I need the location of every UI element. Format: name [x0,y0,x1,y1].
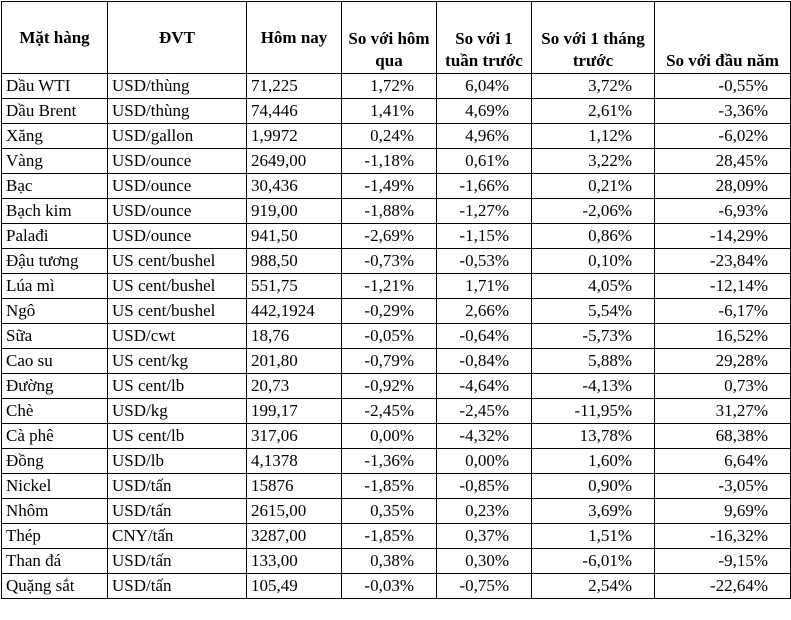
cell-name: Vàng [2,149,108,174]
cell-name: Chè [2,399,108,424]
cell-vs-month: -11,95% [532,399,655,424]
cell-unit: USD/ounce [108,224,247,249]
cell-vs-week: 2,66% [437,299,532,324]
cell-unit: USD/ounce [108,174,247,199]
table-row [2,499,791,524]
cell-name: Dầu Brent [2,99,108,124]
cell-vs-ytd: 16,52% [655,324,791,349]
cell-vs-month: 5,54% [532,299,655,324]
table-body [2,74,791,599]
cell-unit: USD/ounce [108,149,247,174]
cell-vs-yesterday: -0,73% [342,249,437,274]
cell-unit: US cent/lb [108,424,247,449]
cell-vs-week: -2,45% [437,399,532,424]
cell-vs-ytd: -9,15% [655,549,791,574]
cell-vs-ytd: -16,32% [655,524,791,549]
table-row [2,574,791,599]
cell-unit: USD/tấn [108,499,247,524]
cell-name: Xăng [2,124,108,149]
cell-name: Ngô [2,299,108,324]
cell-vs-week: -4,64% [437,374,532,399]
cell-name: Nickel [2,474,108,499]
cell-vs-yesterday: 1,72% [342,74,437,99]
cell-vs-week: -0,84% [437,349,532,374]
cell-unit: CNY/tấn [108,524,247,549]
cell-vs-month: 1,51% [532,524,655,549]
cell-name: Lúa mì [2,274,108,299]
cell-vs-week: 0,00% [437,449,532,474]
cell-vs-month: -5,73% [532,324,655,349]
header-today: Hôm nay [247,2,342,74]
cell-vs-yesterday: -1,85% [342,474,437,499]
cell-vs-yesterday: -0,92% [342,374,437,399]
table-row [2,449,791,474]
cell-vs-yesterday: -1,36% [342,449,437,474]
cell-vs-week: -1,15% [437,224,532,249]
cell-vs-ytd: 31,27% [655,399,791,424]
cell-vs-yesterday: -2,45% [342,399,437,424]
table-row [2,399,791,424]
cell-unit: US cent/lb [108,374,247,399]
cell-vs-month: 3,22% [532,149,655,174]
cell-vs-week: 6,04% [437,74,532,99]
cell-vs-week: 0,37% [437,524,532,549]
cell-vs-month: 4,05% [532,274,655,299]
cell-vs-yesterday: -1,18% [342,149,437,174]
table-row [2,249,791,274]
cell-unit: USD/gallon [108,124,247,149]
cell-vs-yesterday: 1,41% [342,99,437,124]
cell-today: 941,50 [247,224,342,249]
cell-vs-month: 1,60% [532,449,655,474]
header-vs-month: So với 1 tháng trước [532,2,655,74]
cell-name: Bạch kim [2,199,108,224]
cell-today: 74,446 [247,99,342,124]
cell-vs-yesterday: -0,79% [342,349,437,374]
cell-vs-week: 0,61% [437,149,532,174]
cell-vs-ytd: -3,05% [655,474,791,499]
cell-today: 201,80 [247,349,342,374]
cell-today: 551,75 [247,274,342,299]
cell-name: Than đá [2,549,108,574]
cell-name: Đồng [2,449,108,474]
cell-vs-month: 0,21% [532,174,655,199]
cell-vs-yesterday: -2,69% [342,224,437,249]
cell-today: 442,1924 [247,299,342,324]
cell-unit: USD/thùng [108,74,247,99]
header-vs-yesterday: So với hôm qua [342,2,437,74]
cell-today: 4,1378 [247,449,342,474]
cell-unit: USD/cwt [108,324,247,349]
table-row [2,124,791,149]
table-row [2,74,791,99]
cell-vs-week: -0,64% [437,324,532,349]
cell-vs-ytd: -23,84% [655,249,791,274]
cell-vs-ytd: -6,93% [655,199,791,224]
cell-name: Thép [2,524,108,549]
cell-name: Bạc [2,174,108,199]
cell-vs-ytd: -3,36% [655,99,791,124]
cell-today: 20,73 [247,374,342,399]
cell-vs-week: -1,27% [437,199,532,224]
cell-vs-yesterday: 0,00% [342,424,437,449]
table-row [2,324,791,349]
cell-vs-week: 0,23% [437,499,532,524]
cell-vs-week: 0,30% [437,549,532,574]
cell-unit: US cent/bushel [108,274,247,299]
cell-name: Quặng sắt [2,574,108,599]
cell-vs-month: 2,54% [532,574,655,599]
table-row [2,99,791,124]
cell-today: 133,00 [247,549,342,574]
header-unit: ĐVT [108,2,247,74]
cell-unit: US cent/kg [108,349,247,374]
cell-vs-month: 3,69% [532,499,655,524]
cell-vs-week: 1,71% [437,274,532,299]
cell-name: Nhôm [2,499,108,524]
cell-unit: US cent/bushel [108,299,247,324]
cell-vs-ytd: 28,09% [655,174,791,199]
cell-vs-ytd: 6,64% [655,449,791,474]
cell-today: 30,436 [247,174,342,199]
header-vs-week: So với 1 tuần trước [437,2,532,74]
cell-vs-week: -0,53% [437,249,532,274]
cell-vs-week: 4,69% [437,99,532,124]
cell-today: 317,06 [247,424,342,449]
cell-vs-ytd: -22,64% [655,574,791,599]
cell-unit: US cent/bushel [108,249,247,274]
cell-vs-week: 4,96% [437,124,532,149]
cell-vs-ytd: 68,38% [655,424,791,449]
commodity-price-table [1,1,791,599]
header-row [2,2,791,74]
cell-today: 15876 [247,474,342,499]
table-row [2,299,791,324]
cell-vs-yesterday: -0,05% [342,324,437,349]
cell-today: 199,17 [247,399,342,424]
table-row [2,474,791,499]
cell-unit: USD/thùng [108,99,247,124]
cell-today: 71,225 [247,74,342,99]
cell-vs-yesterday: -1,49% [342,174,437,199]
cell-vs-yesterday: -0,29% [342,299,437,324]
cell-vs-ytd: 29,28% [655,349,791,374]
cell-vs-ytd: 9,69% [655,499,791,524]
cell-unit: USD/lb [108,449,247,474]
cell-vs-week: -0,75% [437,574,532,599]
table-row [2,524,791,549]
cell-unit: USD/tấn [108,474,247,499]
cell-vs-month: -6,01% [532,549,655,574]
header-vs-ytd: So với đầu năm [655,2,791,74]
cell-vs-month: 0,10% [532,249,655,274]
cell-vs-yesterday: 0,38% [342,549,437,574]
cell-vs-ytd: -0,55% [655,74,791,99]
cell-today: 2649,00 [247,149,342,174]
cell-name: Đường [2,374,108,399]
cell-vs-yesterday: -0,03% [342,574,437,599]
cell-vs-month: 0,90% [532,474,655,499]
table-row [2,349,791,374]
cell-vs-week: -1,66% [437,174,532,199]
cell-vs-ytd: -12,14% [655,274,791,299]
cell-vs-month: 2,61% [532,99,655,124]
cell-vs-ytd: -14,29% [655,224,791,249]
cell-vs-month: 13,78% [532,424,655,449]
cell-today: 105,49 [247,574,342,599]
cell-today: 3287,00 [247,524,342,549]
cell-name: Dầu WTI [2,74,108,99]
table-row [2,199,791,224]
cell-vs-ytd: 0,73% [655,374,791,399]
cell-name: Sữa [2,324,108,349]
cell-vs-month: 5,88% [532,349,655,374]
table-row [2,374,791,399]
table-row [2,149,791,174]
cell-today: 18,76 [247,324,342,349]
cell-vs-yesterday: 0,24% [342,124,437,149]
table-row [2,274,791,299]
cell-today: 2615,00 [247,499,342,524]
cell-unit: USD/tấn [108,549,247,574]
cell-vs-month: 3,72% [532,74,655,99]
cell-vs-yesterday: -1,88% [342,199,437,224]
cell-name: Đậu tương [2,249,108,274]
cell-name: Palađi [2,224,108,249]
cell-today: 1,9972 [247,124,342,149]
table-row [2,549,791,574]
cell-vs-week: -4,32% [437,424,532,449]
cell-vs-month: 1,12% [532,124,655,149]
cell-today: 988,50 [247,249,342,274]
cell-vs-month: -2,06% [532,199,655,224]
cell-vs-ytd: -6,17% [655,299,791,324]
table-row [2,424,791,449]
cell-unit: USD/ounce [108,199,247,224]
table-row [2,224,791,249]
cell-name: Cà phê [2,424,108,449]
cell-vs-ytd: 28,45% [655,149,791,174]
cell-name: Cao su [2,349,108,374]
cell-vs-ytd: -6,02% [655,124,791,149]
table-row [2,174,791,199]
cell-unit: USD/kg [108,399,247,424]
cell-vs-week: -0,85% [437,474,532,499]
cell-today: 919,00 [247,199,342,224]
cell-unit: USD/tấn [108,574,247,599]
cell-vs-yesterday: 0,35% [342,499,437,524]
header-name: Mặt hàng [2,2,108,74]
cell-vs-month: 0,86% [532,224,655,249]
cell-vs-yesterday: -1,21% [342,274,437,299]
cell-vs-yesterday: -1,85% [342,524,437,549]
cell-vs-month: -4,13% [532,374,655,399]
